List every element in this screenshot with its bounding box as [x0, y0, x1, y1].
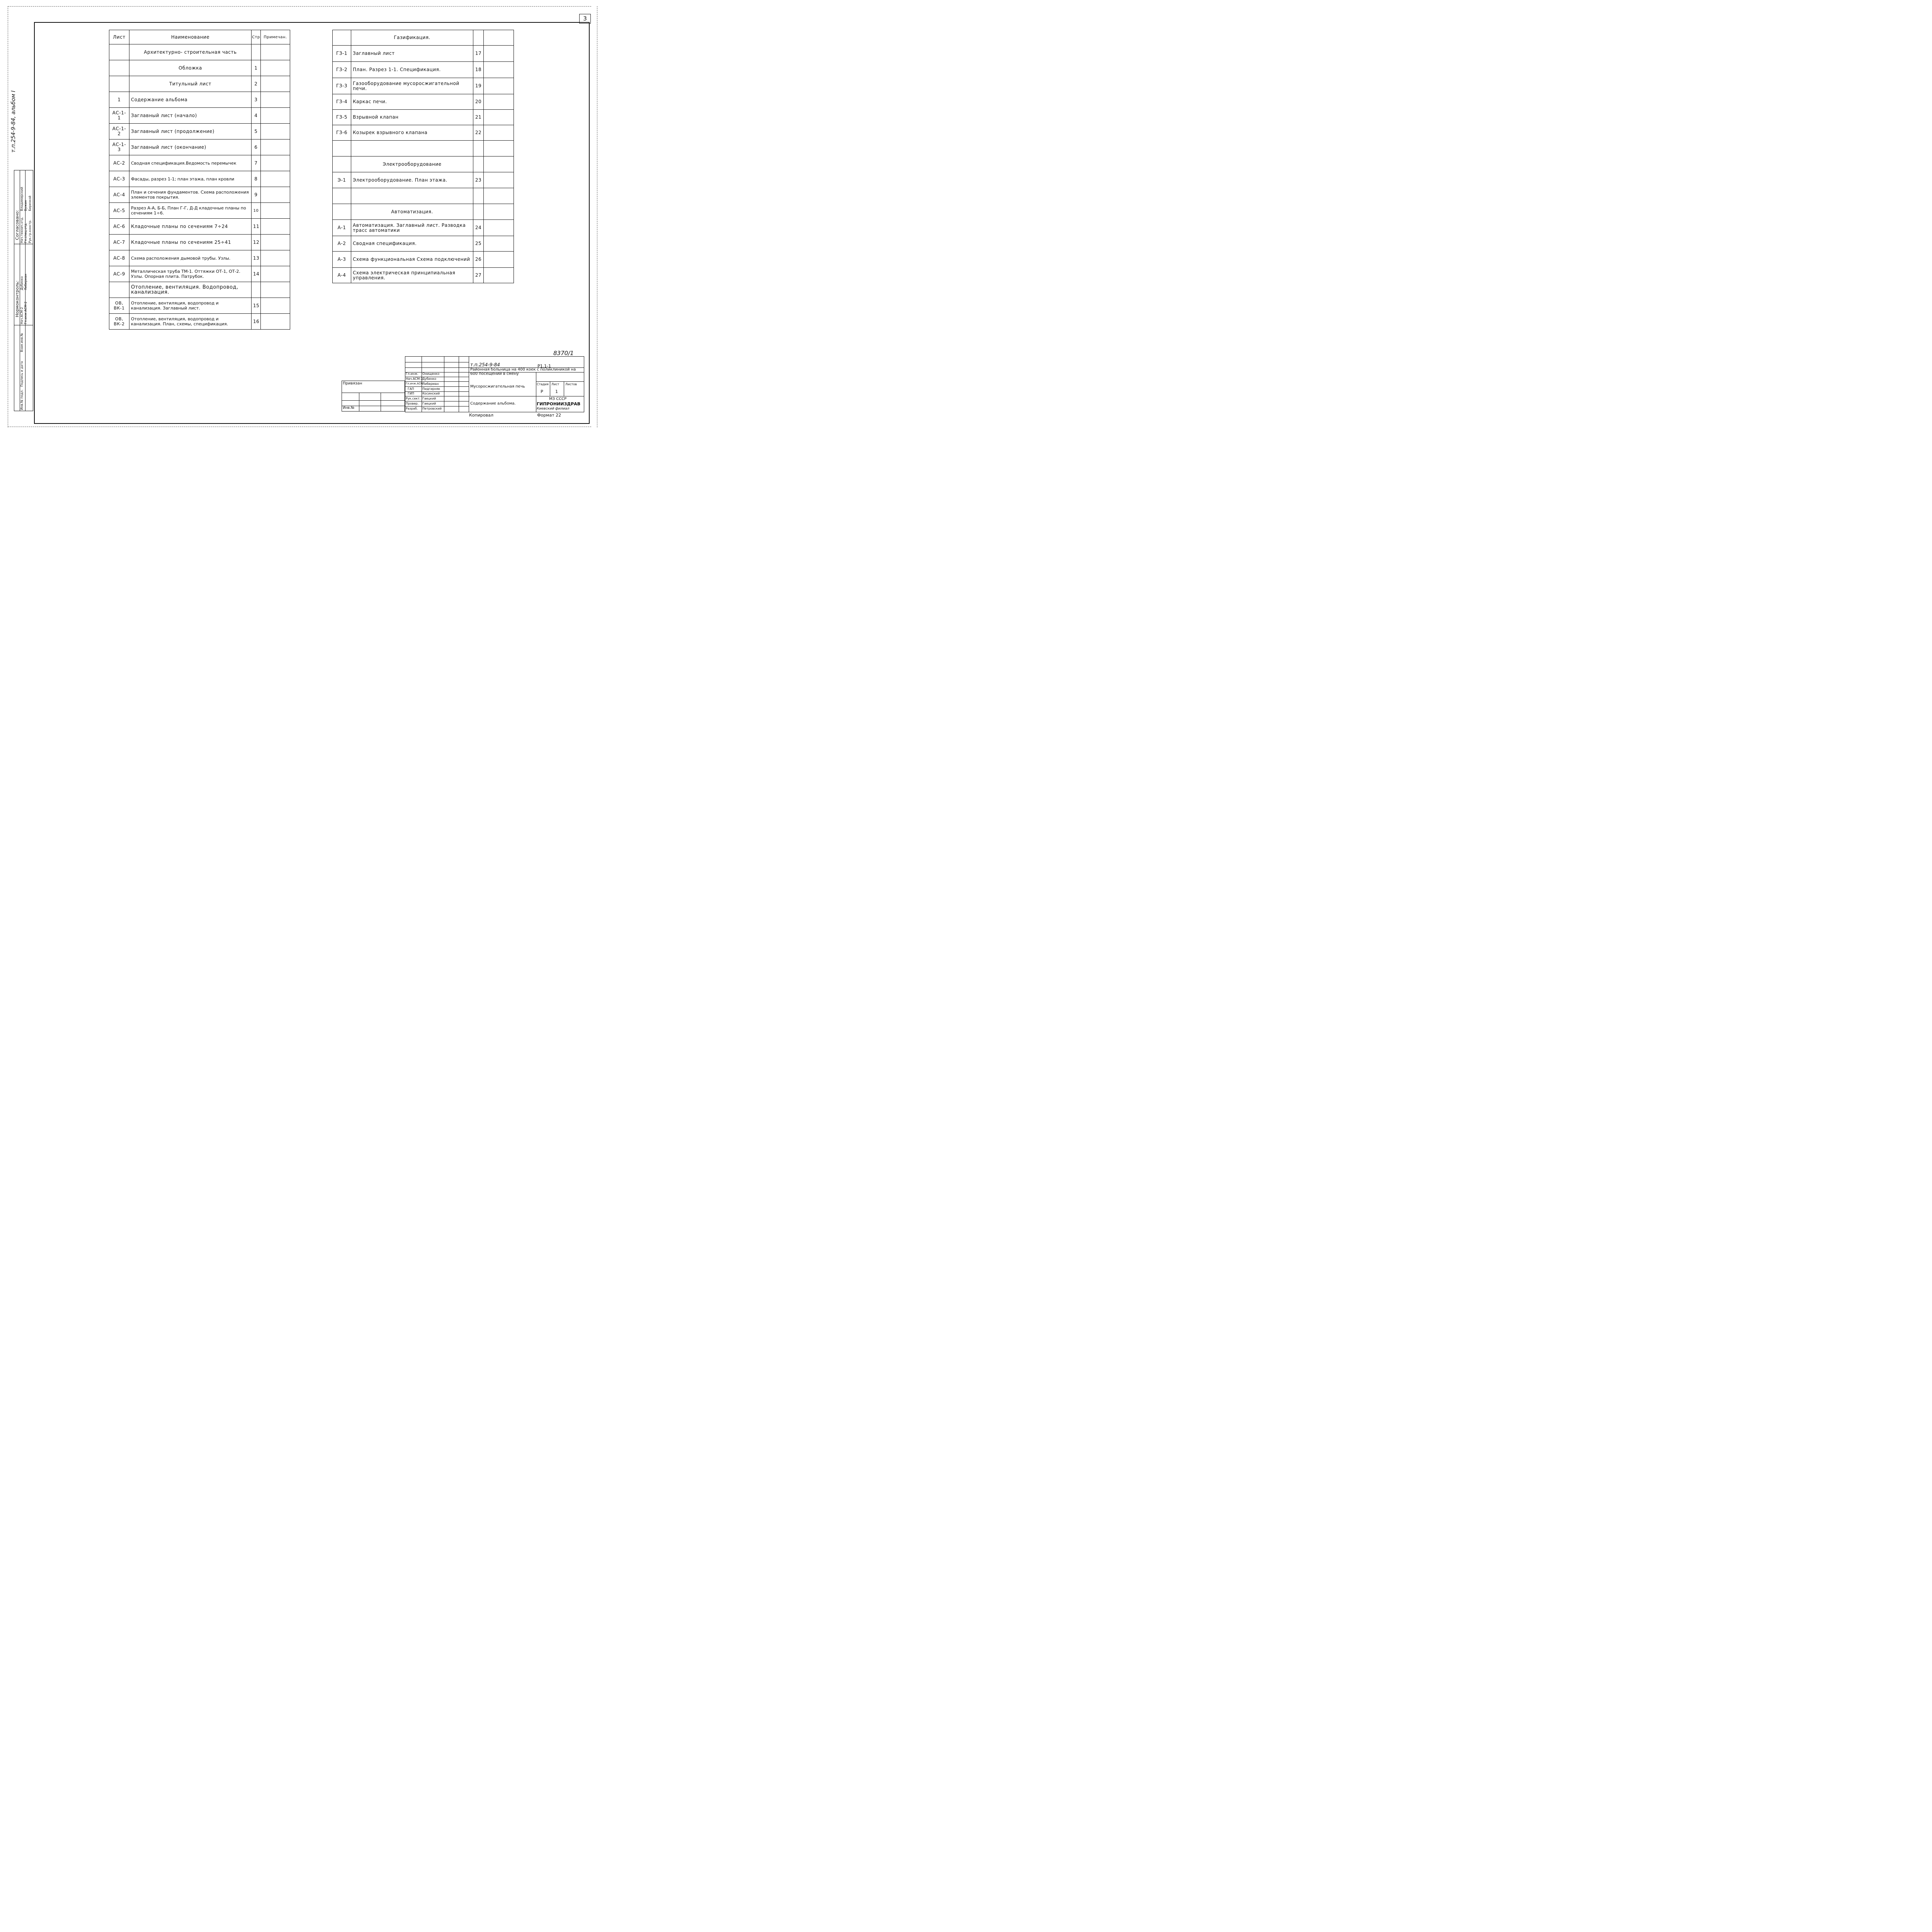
table-row: Э-1 Электрооборудование. План этажа. 23 — [333, 172, 514, 188]
left-stamp-strip — [14, 170, 33, 411]
table-row: АС-5 Разрез А-А, Б-Б, План Г-Г, Д-Д кладочные планы по сечениям 1÷6. 10 — [109, 203, 290, 219]
table-row: Обложка 1 — [109, 60, 290, 76]
table-row — [333, 156, 514, 172]
signer-name: Гаецкий — [422, 397, 436, 400]
header-note: Примечан. — [261, 30, 290, 44]
table-header-row — [109, 30, 290, 44]
table-row: АС-9 Металлическая труба ТМ-1. Оттяжки ОТ-1, ОТ-2. Узлы. Опорная плита. Патрубок. 14 — [109, 266, 290, 282]
stage-header-3: Листов — [565, 383, 577, 386]
section-title: Отопление, вентиляция. Водопровод, канализация. — [129, 282, 252, 298]
bottom-cell-3: Взам.инв.№ — [20, 333, 24, 352]
signer-name: Пидгирняк — [422, 387, 440, 391]
norm-role-2: Гл.инж.АСМ-2 — [24, 301, 27, 324]
table-row: АС-4 План и сечения фундаментов. Схема расположения элементов покрытия. 9 — [109, 187, 290, 203]
norm-role-1: Нач.АСМ-2 — [20, 307, 24, 324]
table-row: 1 Содержание альбома 3 — [109, 92, 290, 108]
format-label: Формат 22 — [537, 413, 561, 418]
signer-role: Разраб. — [406, 407, 418, 410]
signer-name: Косинский — [422, 392, 440, 395]
sheet-value: 1 — [555, 389, 558, 394]
object-title: Мусоросжигательная печь — [470, 384, 525, 389]
table-row — [109, 44, 290, 60]
signer-role: ГАП — [408, 387, 414, 391]
signer-role: Гл.инж. — [406, 372, 418, 376]
signer-role: Гл.инж.АСМ — [406, 382, 423, 385]
table-row: АС-1-1 Заглавный лист (начало) 4 — [109, 108, 290, 124]
table-row: А-4 Схема электрическая принципиальная управления. 27 — [333, 268, 514, 283]
stage-header-1: Стадия — [537, 383, 549, 386]
table-row: А-3 Схема функциональная Схема подключений 26 — [333, 252, 514, 268]
table-row: ГЗ-2 План. Разрез 1-1. Спецификация. 18 — [333, 62, 514, 78]
table-row — [333, 188, 514, 204]
project-code: т.п.254-9-84 — [470, 362, 500, 367]
sheet-number: 3 — [579, 14, 591, 24]
project-title: Районная больница на 400 коек с поликлиникой на 600 посещений в смену — [470, 367, 576, 376]
header-page: Стр — [252, 30, 261, 44]
table-row: АС-1-3 Заглавный лист (окончание) 6 — [109, 139, 290, 155]
org-line-1: МЗ СССР — [549, 397, 567, 401]
top-dashed-line — [8, 6, 591, 7]
section-title: Электрооборудование — [351, 156, 473, 172]
table-row: АС-7 Кладочные планы по сечениям 25÷41 12 — [109, 235, 290, 250]
table-row: ОВ, ВК-1 Отопление, вентиляция, водопровод и канализация. Заглавный лист. 15 — [109, 298, 290, 314]
doc-number-note: 8370/1 — [553, 350, 574, 357]
table-row: ГЗ-3 Газооборудование мусоросжигательной печи. 19 — [333, 78, 514, 94]
table-row: ОВ, ВК-2 Отопление, вентиляция, водопровод и канализация. План, схемы, спецификация. 16 — [109, 314, 290, 330]
sheet-code: Р1.1-1 — [537, 364, 551, 369]
org-line-3: Киевский филиал — [537, 407, 570, 411]
section-title: Архитектурно- строительная часть — [129, 44, 252, 60]
copied-label: Копировал — [469, 413, 493, 418]
privyazan-label: Привязан — [343, 381, 362, 386]
section-title: Газификация. — [351, 30, 473, 46]
signer-name: Либерман — [422, 382, 439, 386]
contents-table-right — [332, 30, 514, 283]
agreed-role-3: Рук.гр.констр. — [28, 219, 32, 243]
table-row — [333, 141, 514, 156]
side-label: т.п.254-9-84, альбом I — [10, 90, 17, 153]
agreed-role-2: Гл.спец.отд. — [24, 223, 27, 243]
agreed-title: Согласовано: — [15, 210, 20, 240]
header-name: Наименование — [129, 30, 252, 44]
table-row: А-1 Автоматизация. Заглавный лист. Разводка трасс автоматики 24 — [333, 220, 514, 236]
table-row: ГЗ-5 Взрывной клапан 21 — [333, 110, 514, 125]
section-title: Автоматизация. — [351, 204, 473, 220]
signer-name: Петровский — [422, 407, 442, 410]
header-sheet: Лист — [109, 30, 129, 44]
agreed-name-1: Владимирский — [20, 187, 24, 211]
table-row: ГЗ-1 Заглавный лист 17 — [333, 46, 514, 62]
signer-name: Онищенко — [422, 372, 440, 376]
stage-value: Р — [541, 389, 543, 394]
signer-role: Нач.АСМ-2 — [406, 377, 423, 381]
signer-role: Рук.сект. — [406, 397, 421, 400]
sheet-title: Содержание альбома. — [470, 401, 516, 406]
table-row: АС-2 Сводная спецификация.Ведомость перемычек 7 — [109, 155, 290, 171]
table-row — [109, 282, 290, 298]
agreed-role-1: Нач.технич.отд. — [20, 217, 24, 243]
norm-name-2: Либерман — [24, 274, 27, 290]
agreed-name-3: Березкой — [28, 196, 32, 211]
table-row — [333, 204, 514, 220]
signer-name: Гаецкий — [422, 402, 436, 405]
contents-table-left — [109, 30, 290, 330]
norm-name-1: Дубинко — [20, 276, 24, 290]
table-row: АС-3 Фасады, разрез 1-1; план этажа, план кровли 8 — [109, 171, 290, 187]
agreed-name-2: Вужин — [24, 200, 27, 211]
inv-label: Инв.№ — [343, 406, 355, 410]
signer-name: Дубинко — [422, 377, 437, 381]
norm-title: Нормоконтроль: — [15, 281, 20, 317]
table-row: А-2 Сводная спецификация. 25 — [333, 236, 514, 252]
signer-role: ГИП — [408, 392, 414, 395]
table-row: ГЗ-4 Каркас печи. 20 — [333, 94, 514, 110]
bottom-cell-1: Инв.№ подл. — [20, 389, 24, 410]
bottom-cell-2: Подпись и дата — [20, 361, 24, 387]
stage-header-2: Лист — [551, 383, 560, 386]
table-header-row — [333, 30, 514, 46]
privyazan-block — [342, 381, 405, 412]
org-line-2: ГИПРОНИИЗДРАВ — [537, 401, 581, 406]
title-block — [405, 356, 584, 412]
table-row: ГЗ-6 Козырек взрывного клапана 22 — [333, 125, 514, 141]
signer-role: Провер. — [406, 402, 419, 405]
table-row: АС-6 Кладочные планы по сечениям 7÷24 11 — [109, 219, 290, 235]
table-row: АС-1-2 Заглавный лист (продолжение) 5 — [109, 124, 290, 139]
table-row: Титульный лист 2 — [109, 76, 290, 92]
table-row: АС-8 Схема расположения дымовой трубы. Узлы. 13 — [109, 250, 290, 266]
